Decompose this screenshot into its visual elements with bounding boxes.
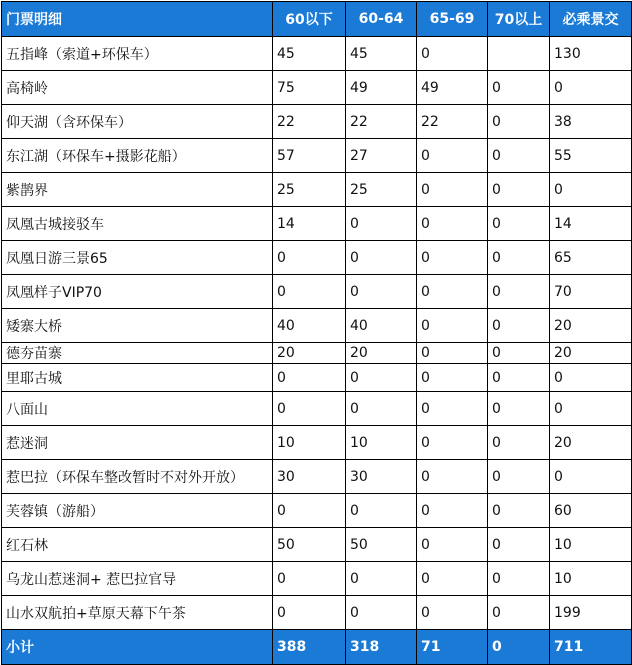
subtotal-label: 小计 [2,630,273,665]
ticket-name-cell: 山水双航拍+草原天幕下午茶 [2,596,273,630]
price-cell: 0 [417,392,488,426]
table-row [2,528,632,562]
ticket-name-cell: 乌龙山惹迷洞+ 惹巴拉官导 [2,562,273,596]
price-cell: 0 [550,173,632,207]
ticket-name-cell: 凤凰样子VIP70 [2,275,273,309]
table-row [2,139,632,173]
price-cell: 0 [417,494,488,528]
price-cell: 14 [273,207,346,241]
price-cell: 75 [273,71,346,105]
price-cell: 10 [346,426,417,460]
table-row [2,596,632,630]
subtotal-cell: 0 [488,630,550,665]
price-cell: 0 [417,173,488,207]
price-cell: 0 [550,392,632,426]
table-row [2,37,632,71]
price-cell: 0 [346,207,417,241]
price-cell: 20 [550,343,632,364]
header-cell: 65-69 [417,2,488,37]
price-cell: 25 [273,173,346,207]
price-cell: 0 [417,426,488,460]
price-cell: 0 [417,37,488,71]
table-row [2,275,632,309]
ticket-name-cell: 矮寨大桥 [2,309,273,343]
table-row [2,71,632,105]
ticket-name-cell: 八面山 [2,392,273,426]
table-row [2,562,632,596]
ticket-name-cell: 东江湖（环保车+摄影花船） [2,139,273,173]
price-cell: 0 [273,364,346,392]
price-cell: 0 [550,364,632,392]
price-cell: 49 [346,71,417,105]
price-cell: 0 [346,275,417,309]
price-cell: 0 [417,364,488,392]
price-cell: 14 [550,207,632,241]
header-cell: 60以下 [273,2,346,37]
ticket-table [1,1,632,665]
price-cell: 0 [417,241,488,275]
price-cell: 0 [488,460,550,494]
price-cell: 0 [488,173,550,207]
price-cell: 0 [488,207,550,241]
price-cell: 0 [550,460,632,494]
price-cell: 0 [346,392,417,426]
table-row [2,392,632,426]
ticket-name-cell: 惹巴拉（环保车整改暂时不对外开放） [2,460,273,494]
table-row [2,207,632,241]
price-cell: 50 [273,528,346,562]
price-cell: 0 [346,596,417,630]
price-cell: 22 [346,105,417,139]
price-cell: 40 [273,309,346,343]
price-cell: 199 [550,596,632,630]
price-cell: 0 [488,241,550,275]
price-cell: 40 [346,309,417,343]
header-row [2,2,632,37]
price-cell: 0 [488,392,550,426]
price-cell: 20 [550,426,632,460]
price-cell: 70 [550,275,632,309]
price-cell: 0 [273,494,346,528]
price-cell: 0 [488,139,550,173]
header-cell: 门票明细 [2,2,273,37]
price-cell: 55 [550,139,632,173]
price-cell: 0 [488,528,550,562]
price-cell: 0 [550,71,632,105]
price-cell: 0 [417,309,488,343]
price-cell: 45 [346,37,417,71]
price-cell: 22 [417,105,488,139]
ticket-name-cell: 惹迷洞 [2,426,273,460]
price-cell: 10 [550,528,632,562]
price-cell: 22 [273,105,346,139]
price-cell: 0 [417,460,488,494]
table-row [2,364,632,392]
price-cell: 10 [550,562,632,596]
ticket-name-cell: 高椅岭 [2,71,273,105]
price-cell: 0 [346,241,417,275]
price-cell: 0 [488,343,550,364]
price-cell: 0 [488,364,550,392]
ticket-name-cell: 芙蓉镇（游船） [2,494,273,528]
price-cell: 60 [550,494,632,528]
price-cell: 25 [346,173,417,207]
price-cell: 20 [550,309,632,343]
price-cell: 0 [488,562,550,596]
price-cell [488,37,550,71]
subtotal-row [2,630,632,665]
price-cell: 0 [488,309,550,343]
subtotal-cell: 388 [273,630,346,665]
header-cell: 70以上 [488,2,550,37]
table-row [2,426,632,460]
ticket-name-cell: 仰天湖（含环保车） [2,105,273,139]
ticket-name-cell: 凤凰日游三景65 [2,241,273,275]
price-cell: 0 [346,562,417,596]
price-cell: 0 [417,596,488,630]
price-cell: 10 [273,426,346,460]
price-cell: 0 [488,71,550,105]
table-row [2,460,632,494]
price-cell: 0 [346,494,417,528]
price-cell: 130 [550,37,632,71]
price-cell: 0 [273,241,346,275]
price-cell: 0 [417,528,488,562]
table-row [2,241,632,275]
table-row [2,494,632,528]
price-cell: 0 [273,562,346,596]
ticket-name-cell: 德夯苗寨 [2,343,273,364]
price-cell: 0 [417,275,488,309]
price-cell: 0 [346,364,417,392]
price-cell: 38 [550,105,632,139]
price-cell: 0 [417,343,488,364]
price-cell: 50 [346,528,417,562]
ticket-name-cell: 五指峰（索道+环保车） [2,37,273,71]
table-row [2,309,632,343]
table-row [2,173,632,207]
ticket-name-cell: 紫鹊界 [2,173,273,207]
subtotal-cell: 71 [417,630,488,665]
price-cell: 45 [273,37,346,71]
price-cell: 0 [417,562,488,596]
price-cell: 0 [417,207,488,241]
ticket-name-cell: 红石林 [2,528,273,562]
price-cell: 0 [488,275,550,309]
price-cell: 27 [346,139,417,173]
subtotal-cell: 711 [550,630,632,665]
price-cell: 0 [488,494,550,528]
price-cell: 0 [488,105,550,139]
subtotal-cell: 318 [346,630,417,665]
price-cell: 0 [273,596,346,630]
price-cell: 20 [273,343,346,364]
ticket-name-cell: 里耶古城 [2,364,273,392]
price-cell: 0 [273,392,346,426]
price-cell: 20 [346,343,417,364]
table-row [2,343,632,364]
price-cell: 30 [273,460,346,494]
price-cell: 30 [346,460,417,494]
price-cell: 65 [550,241,632,275]
price-cell: 0 [417,139,488,173]
header-cell: 必乘景交 [550,2,632,37]
price-cell: 0 [488,426,550,460]
header-cell: 60-64 [346,2,417,37]
price-cell: 57 [273,139,346,173]
price-cell: 0 [488,596,550,630]
price-cell: 0 [273,275,346,309]
table-row [2,105,632,139]
price-cell: 49 [417,71,488,105]
ticket-name-cell: 凤凰古城接驳车 [2,207,273,241]
